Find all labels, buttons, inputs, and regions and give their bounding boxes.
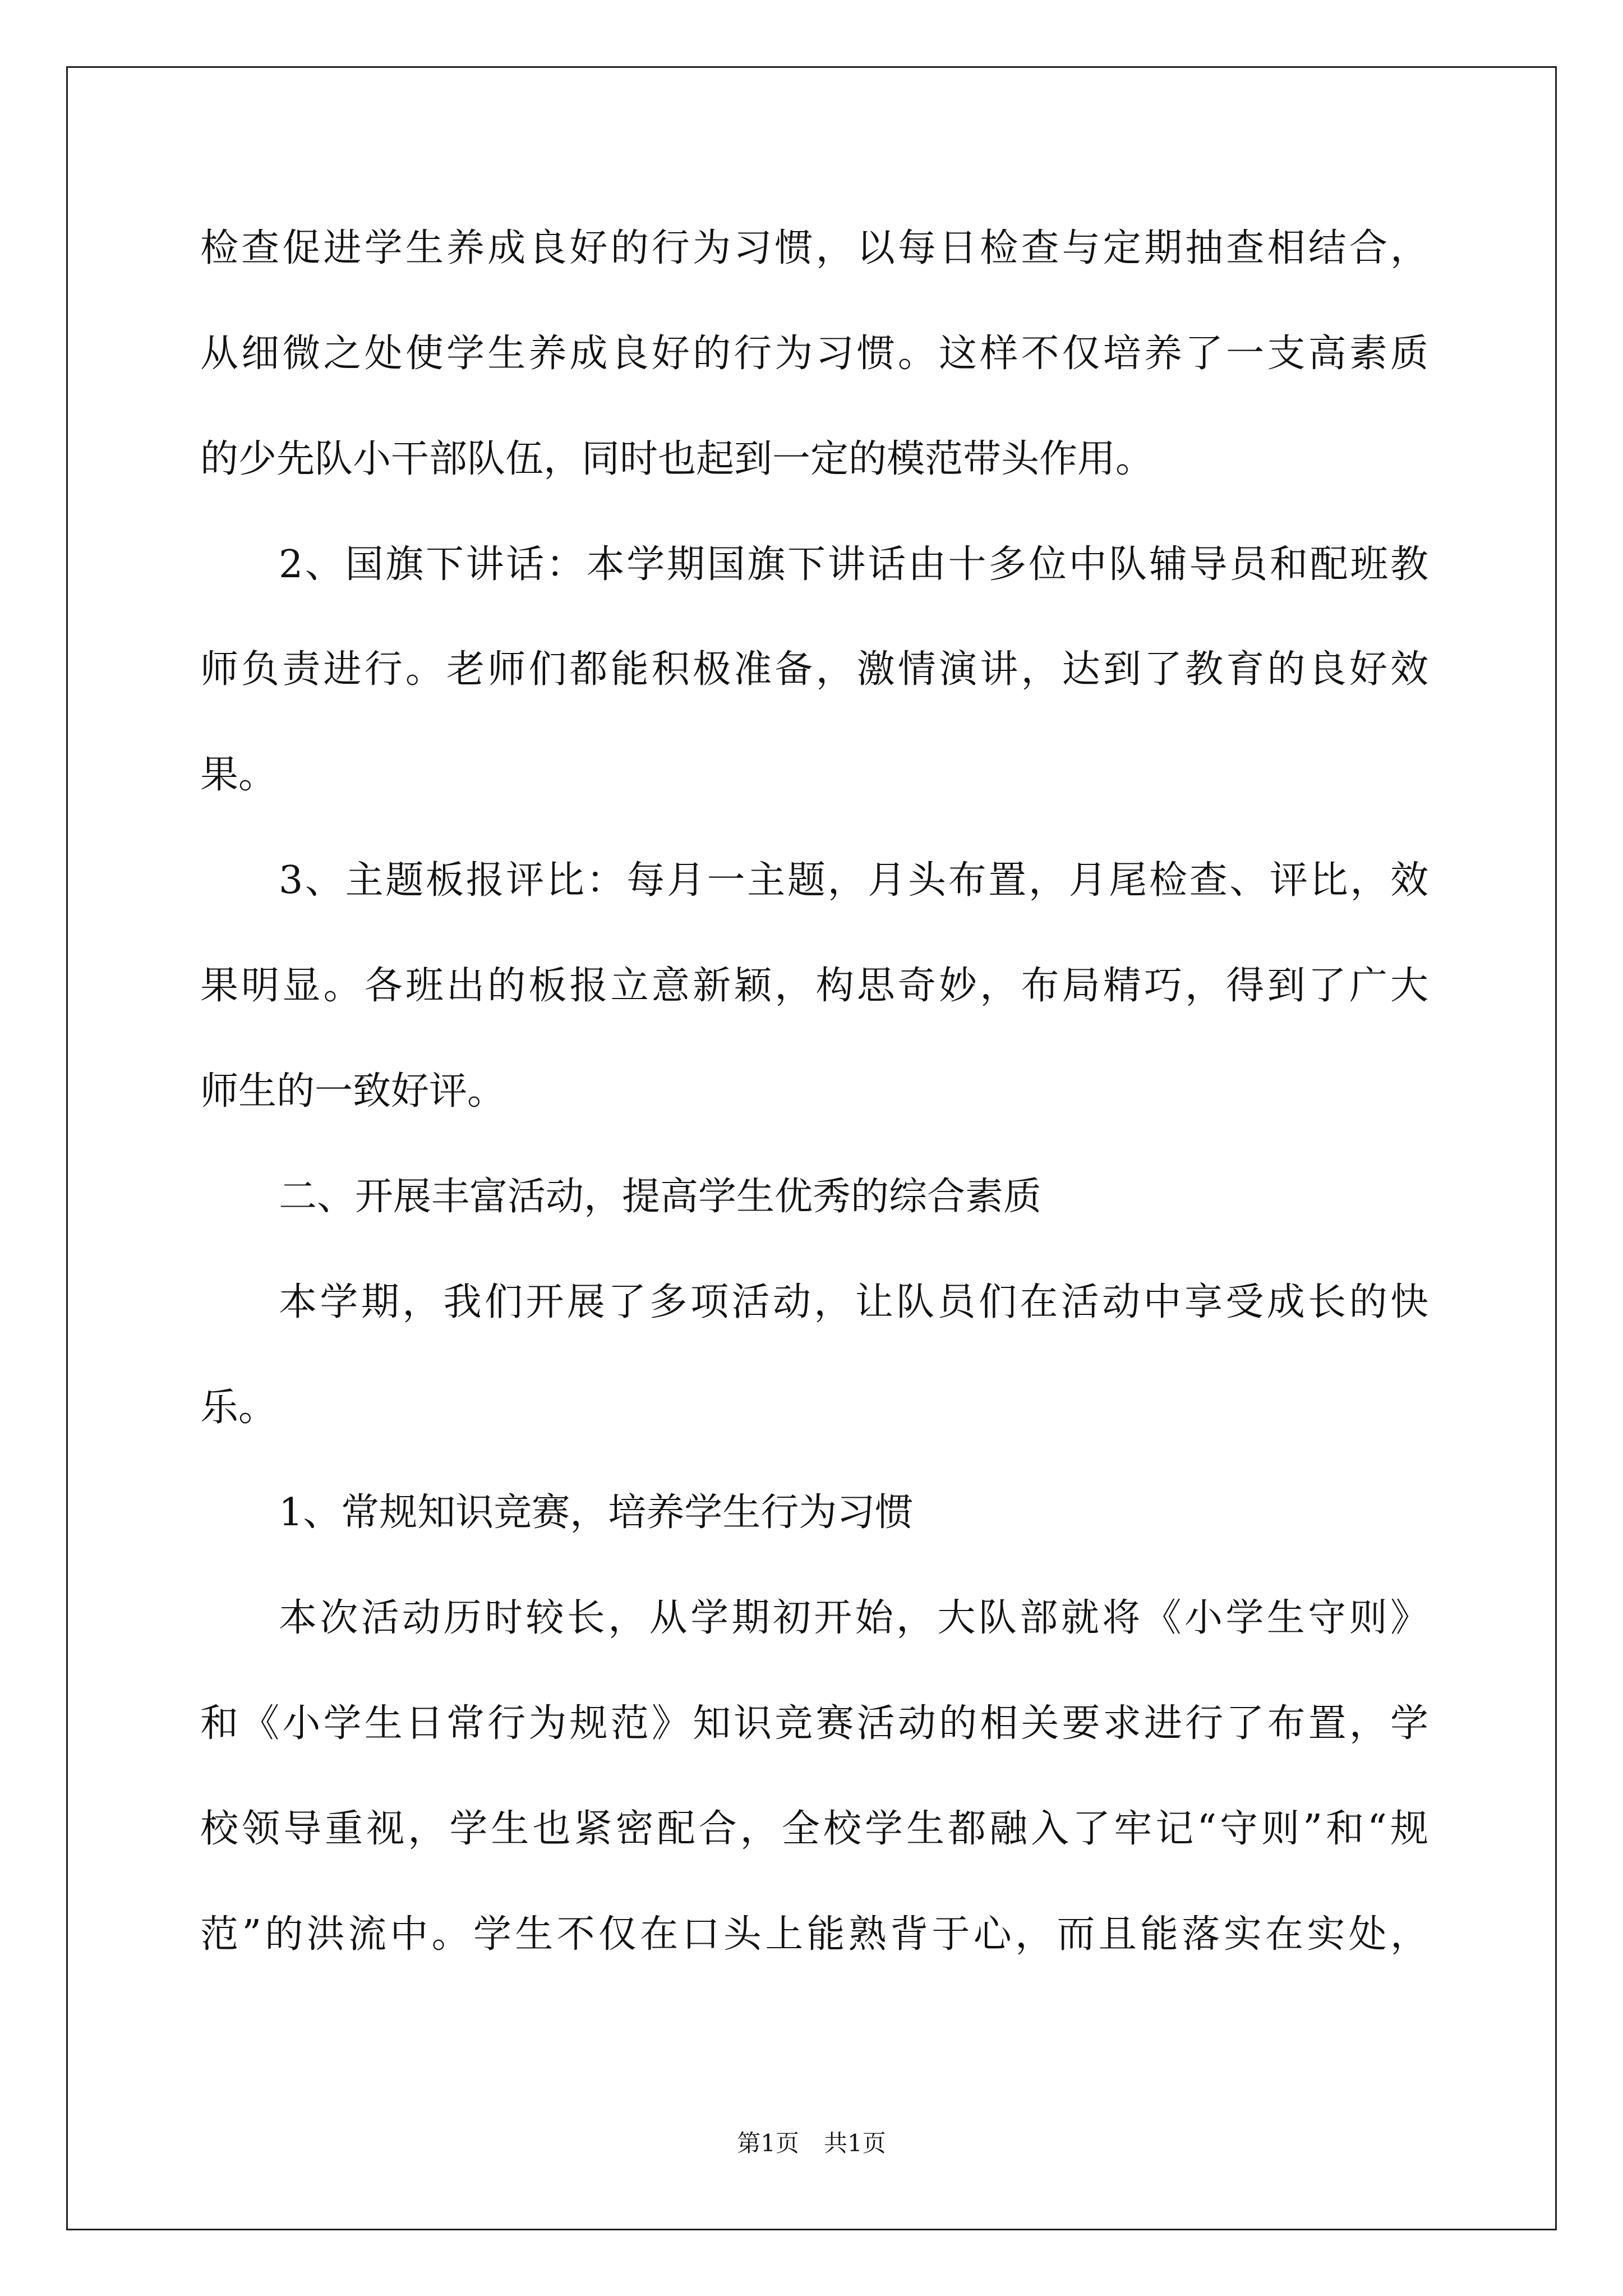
page-number-total: 共1页 — [824, 2129, 886, 2157]
body-text-line: 范”的洪流中。学生不仅在口头上能熟背于心，而且能落实在实处， — [200, 1912, 1428, 1957]
body-text-line: 和《小学生日常行为规范》知识竞赛活动的相关要求进行了布置，学 — [200, 1701, 1428, 1746]
body-text-line: 的少先队小干部队伍，同时也起到一定的模范带头作用。 — [200, 437, 1154, 481]
body-text-line: 检查促进学生养成良好的行为习惯，以每日检查与定期抽查相结合， — [200, 226, 1428, 270]
page-number-current: 第1页 — [737, 2129, 799, 2157]
section-heading: 二、开展丰富活动，提高学生优秀的综合素质 — [279, 1175, 1042, 1219]
page-footer — [0, 2128, 1623, 2159]
body-text-line: 师生的一致好评。 — [200, 1069, 506, 1114]
body-text-line: 校领导重视，学生也紧密配合，全校学生都融入了牢记“守则”和“规 — [200, 1807, 1428, 1851]
body-text-line: 2、国旗下讲话：本学期国旗下讲话由十多位中队辅导员和配班教 — [279, 542, 1428, 587]
body-text-line: 果。 — [200, 753, 277, 797]
body-text-line: 本学期，我们开展了多项活动，让队员们在活动中享受成长的快 — [279, 1280, 1428, 1324]
body-text-line: 师负责进行。老师们都能积极准备，激情演讲，达到了教育的良好效 — [200, 647, 1428, 692]
body-text-line: 乐。 — [200, 1386, 277, 1430]
subsection-heading: 1、常规知识竞赛，培养学生行为习惯 — [279, 1490, 914, 1535]
body-text-line: 果明显。各班出的板报立意新颖，构思奇妙，布局精巧，得到了广大 — [200, 964, 1428, 1008]
body-text-line: 本次活动历时较长，从学期初开始，大队部就将《小学生守则》 — [279, 1596, 1428, 1640]
body-text-line: 从细微之处使学生养成良好的行为习惯。这样不仅培养了一支高素质 — [200, 332, 1428, 376]
page-border — [66, 66, 1557, 2230]
body-text-line: 3、主题板报评比：每月一主题，月头布置，月尾检查、评比，效 — [279, 858, 1428, 903]
